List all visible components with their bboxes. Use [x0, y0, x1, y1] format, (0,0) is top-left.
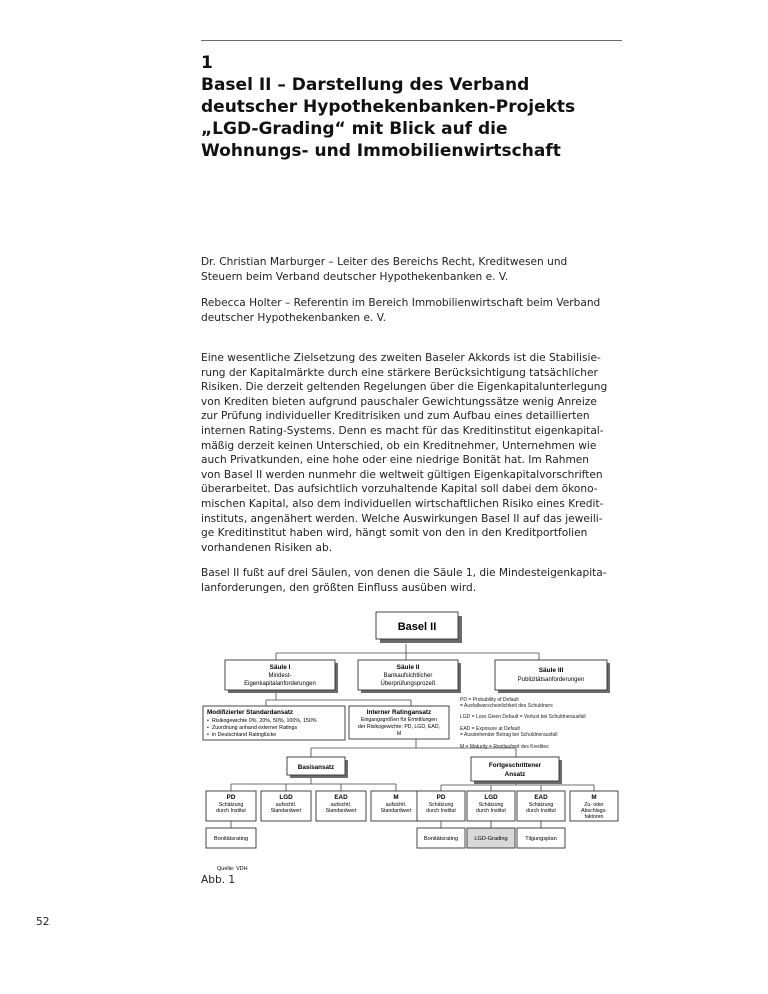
param-desc: aufsichtl. — [275, 802, 297, 808]
param-name: PD — [226, 794, 236, 801]
advanced-approach-box — [471, 757, 562, 784]
advanced-title: Fortgeschrittener — [488, 762, 542, 769]
param-box-ead — [517, 791, 565, 821]
advanced-title: Ansatz — [504, 771, 526, 778]
legend-line: EAD = Exposure at Default — [460, 726, 520, 732]
output-label: Bonitätsrating — [423, 836, 459, 842]
text-line: von Krediten bieten aufgrund pauschaler Gewichtungssätze wenig Anreize — [201, 395, 597, 408]
param-desc: Schätzung — [218, 802, 244, 808]
output-label: Bonitätsrating — [213, 836, 249, 842]
param-name: LGD — [279, 794, 293, 801]
chapter-number: 1 — [201, 53, 213, 73]
internal-line: der Risikogewichte: PD, LGD, EAD, — [357, 724, 441, 730]
abbreviation-legend — [460, 697, 586, 750]
page-number: 52 — [36, 916, 50, 928]
pillar-3-box — [495, 660, 610, 693]
title-line: „LGD-Grading“ mit Blick auf die — [201, 119, 508, 139]
basis-outputs — [206, 828, 256, 848]
legend-line: = Ausstehender Betrag bei Schuldnerausfall — [460, 732, 558, 738]
output-label: Tilgungsplan — [525, 836, 557, 842]
author-holter — [201, 296, 641, 326]
param-desc: durch Institut — [426, 808, 456, 814]
param-desc: durch Institut — [476, 808, 506, 814]
text-line: lanforderungen, den größten Einfluss ausüben wird. — [201, 581, 477, 594]
basis-parameters — [206, 791, 421, 821]
pillar-2-title: Säule II — [396, 664, 420, 671]
internal-line: M — [396, 731, 402, 737]
param-name: PD — [436, 794, 446, 801]
title-line: deutscher Hypothekenbanken-Projekts — [201, 97, 576, 117]
param-box-lgd — [261, 791, 311, 821]
pillar-1-line: Eigenkapitalanforderungen — [244, 681, 316, 687]
legend-line: M = Maturity = Restlaufzeit des Kredites — [460, 744, 549, 750]
param-box-pd — [417, 791, 465, 821]
advanced-outputs — [417, 828, 565, 848]
param-desc: Abschlags- — [581, 808, 607, 814]
bullet-marker: • — [207, 725, 209, 731]
title-line: Basel II – Darstellung des Verband — [201, 75, 530, 95]
text-line: Risiken. Die derzeit geltenden Regelungen über die Eigenkapitalunterlegung — [201, 381, 608, 394]
output-label: LGD-Grading — [474, 836, 508, 842]
param-box-ead — [316, 791, 366, 821]
pillar-3-line: Publizitätsanforderungen — [517, 677, 585, 683]
param-box-lgd — [467, 791, 515, 821]
author-marburger — [201, 255, 641, 285]
text-line: vorhandenen Risiken ab. — [201, 541, 333, 554]
param-desc: aufsichtl. — [330, 802, 352, 808]
param-desc: Schätzung — [428, 802, 454, 808]
author-line: Dr. Christian Marburger – Leiter des Bereichs Recht, Kreditwesen und — [201, 256, 568, 268]
param-desc: Standardwert — [325, 808, 357, 814]
param-desc: Standardwert — [270, 808, 302, 814]
internal-title: Interner Ratingansatz — [366, 709, 432, 716]
standard-title: Modifizierter Standardansatz — [207, 709, 294, 716]
param-desc: durch Institut — [526, 808, 556, 814]
output-box — [206, 828, 256, 848]
internal-rating-box — [349, 706, 449, 739]
pillar-1-line: Mindest- — [268, 673, 292, 679]
basis-approach-box — [287, 757, 348, 778]
legend-line: = Ausfallwarscheinlichkeit des Schuldners — [460, 703, 553, 709]
standard-bullet: in Deutschland Ratinglücke — [212, 732, 277, 738]
text-line: ge Kreditinstitut haben wird, hängt somit von den in den Kreditportfolien — [201, 527, 588, 540]
param-name: LGD — [484, 794, 498, 801]
basel-ii-diagram — [196, 608, 636, 878]
text-line: auch Privatkunden, eine hohe oder eine niedrige Bonität hat. Im Rahmen — [201, 454, 589, 467]
output-box — [517, 828, 565, 848]
param-desc: Standardwert — [380, 808, 412, 814]
param-desc: Schätzung — [528, 802, 554, 808]
param-name: EAD — [334, 794, 348, 801]
text-line: Basel II fußt auf drei Säulen, von denen die Säule 1, die Mindesteigenkapita- — [201, 567, 607, 579]
pillar-2-box — [358, 660, 461, 693]
author-line: Steuern beim Verband deutscher Hypothekenbanken e. V. — [201, 271, 509, 283]
title-line: Wohnungs- und Immobilienwirtschaft — [201, 141, 561, 161]
text-line: zur Prüfung individueller Kreditrisiken und zum Aufbau eines detaillierten — [201, 410, 590, 423]
param-box-pd — [206, 791, 256, 821]
standard-bullet: Risikogewichte 0%, 20%, 50%, 100%, 150% — [212, 718, 317, 724]
header-rule — [201, 40, 622, 41]
legend-line: LGD = Loss Given Default = Verlust bei Schuldnerausfall — [460, 714, 586, 720]
legend-line: PD = Probability of Default — [460, 697, 519, 703]
text-line: überarbeitet. Das aufsichtlich vorzuhaltende Kapital soll dabei dem ökono- — [201, 483, 598, 496]
internal-line: Eingangsgrößen für Ermittlungen — [360, 717, 438, 723]
figure-caption: Abb. 1 — [201, 874, 236, 886]
figure-source: Quelle: VDH — [217, 866, 248, 872]
param-name: EAD — [534, 794, 548, 801]
bullet-marker: • — [207, 732, 209, 738]
body-paragraph-2 — [201, 566, 631, 595]
text-line: Eine wesentliche Zielsetzung des zweiten Baseler Akkords ist die Stabilisie- — [201, 352, 601, 364]
param-desc: aufsichtl. — [385, 802, 407, 808]
text-line: instituts, angenähert werden. Welche Auswirkungen Basel II auf das jeweili- — [201, 512, 603, 525]
param-name: M — [591, 794, 597, 801]
author-line: deutscher Hypothekenbanken e. V. — [201, 312, 387, 324]
param-name: M — [393, 794, 399, 801]
author-line: Rebecca Holter – Referentin im Bereich Immobilienwirtschaft beim Verband — [201, 297, 601, 309]
bullet-marker: • — [207, 718, 209, 724]
chapter-title — [201, 74, 641, 162]
text-line: mäßig derzeit keinen Unterschied, ob ein Kreditnehmer, Unternehmen wie — [201, 439, 597, 452]
param-desc: Zu- oder — [584, 802, 604, 808]
pillar-3-title: Säule III — [538, 667, 564, 674]
standard-bullet: Zuordnung anhand externer Ratings — [212, 725, 298, 731]
root-box — [376, 612, 462, 643]
text-line: mischen Kapital, also dem individuellen wirtschaftlichen Risiko eines Kredit- — [201, 497, 604, 510]
text-line: internen Rating-Systems. Denn es macht für das Kreditinstitut eigenkapital- — [201, 424, 604, 437]
param-box-m — [570, 791, 618, 821]
text-line: von Basel II werden nunmehr die weltweit gültigen Eigenkapitalvorschriften — [201, 468, 603, 481]
body-paragraph-1 — [201, 351, 631, 555]
param-box-m — [371, 791, 421, 821]
pillar-2-line: Überprüfungsprozeß — [380, 681, 436, 687]
text-line: rung der Kapitalmärkte durch eine stärkere Berücksichtigung tatsächlicher — [201, 366, 598, 379]
param-desc: durch Institut — [216, 808, 246, 814]
root-label: Basel II — [397, 621, 437, 633]
pillar-2-line: Bankaufsichtlicher — [383, 673, 433, 679]
param-desc: Schätzung — [478, 802, 504, 808]
advanced-parameters — [417, 791, 618, 821]
pillar-1-title: Säule I — [269, 664, 291, 671]
output-box — [467, 828, 515, 848]
standard-approach-box — [203, 706, 345, 740]
param-desc: faktoren — [584, 814, 604, 820]
pillar-1-box — [225, 660, 338, 693]
output-box — [417, 828, 465, 848]
basis-title: Basisansatz — [297, 764, 335, 771]
